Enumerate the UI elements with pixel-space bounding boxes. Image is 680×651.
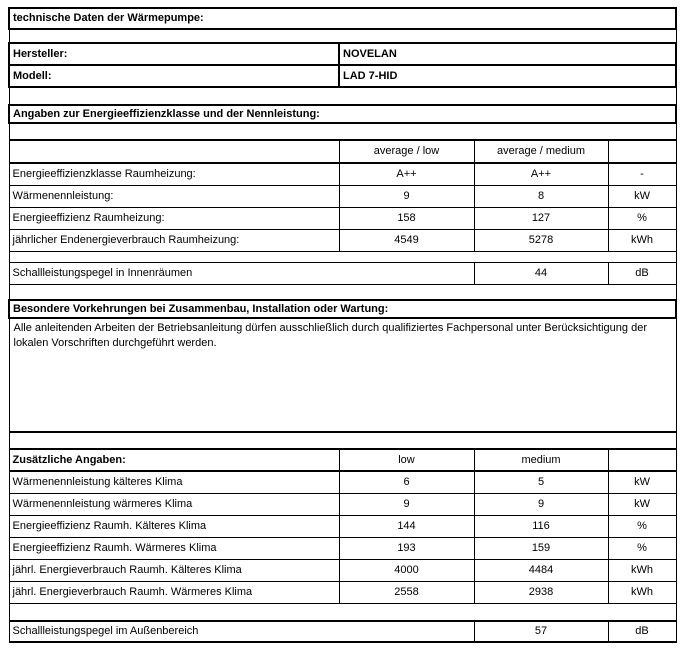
row-label: Energieeffizienz Raumheizung:: [9, 207, 339, 229]
row-label: Wärmenennleistung kälteres Klima: [9, 471, 339, 493]
unit-cell: -: [608, 163, 676, 185]
value-average-medium: A++: [474, 163, 608, 185]
unit-cell: dB: [608, 262, 676, 284]
heat-pump-datasheet-table: [8, 7, 677, 643]
model-value: LAD 7-HID: [339, 65, 676, 87]
value-medium: 4484: [474, 559, 608, 581]
unit-cell: kW: [608, 493, 676, 515]
row-label: Energieeffizienz Raumh. Wärmeres Klima: [9, 537, 339, 559]
unit-cell: kW: [608, 471, 676, 493]
energy-section-title: Angaben zur Energieeffizienzklasse und der Nennleistung:: [9, 105, 676, 123]
row-label: Schallleistungspegel in Innenräumen: [9, 262, 474, 284]
value-low: 193: [339, 537, 474, 559]
sound-level-outdoor-row: [9, 621, 676, 642]
spacer-row: [9, 251, 676, 262]
spacer-row: [9, 603, 676, 621]
value-average-low: 4549: [339, 229, 474, 251]
table-row: [9, 318, 676, 432]
column-header-average-low: average / low: [339, 140, 474, 163]
table-row: [9, 8, 676, 29]
value-average-low: A++: [339, 163, 474, 185]
model-label: Modell:: [9, 65, 339, 87]
unit-cell: kW: [608, 185, 676, 207]
value-average-medium: 127: [474, 207, 608, 229]
value-medium: 5: [474, 471, 608, 493]
row-label: Wärmenennleistung:: [9, 185, 339, 207]
row-label: Energieeffizienzklasse Raumheizung:: [9, 163, 339, 185]
unit-cell: kWh: [608, 229, 676, 251]
value-low: 9: [339, 493, 474, 515]
table-row: [9, 559, 676, 581]
sheet-title: technische Daten der Wärmepumpe:: [9, 8, 676, 29]
additional-header-row: [9, 449, 676, 471]
spacer-cell: [9, 123, 676, 140]
spacer-cell: [9, 87, 676, 105]
spacer-row: [9, 123, 676, 140]
unit-cell: %: [608, 537, 676, 559]
value-low: 144: [339, 515, 474, 537]
column-header-unit-empty: [608, 140, 676, 163]
row-label: Energieeffizienz Raumh. Kälteres Klima: [9, 515, 339, 537]
spacer-cell: [9, 603, 676, 621]
spacer-row: [9, 87, 676, 105]
spacer-cell: [9, 251, 676, 262]
sound-level-indoor-value: 44: [474, 262, 608, 284]
column-header-low: low: [339, 449, 474, 471]
table-row: [9, 65, 676, 87]
row-label: jährlicher Endenergieverbrauch Raumheizung:: [9, 229, 339, 251]
unit-cell: %: [608, 515, 676, 537]
spacer-row: [9, 432, 676, 449]
value-medium: 116: [474, 515, 608, 537]
value-low: 4000: [339, 559, 474, 581]
unit-cell: dB: [608, 621, 676, 642]
column-header-empty: [9, 140, 339, 163]
row-label: jährl. Energieverbrauch Raumh. Wärmeres Klima: [9, 581, 339, 603]
unit-cell: kWh: [608, 559, 676, 581]
value-average-low: 9: [339, 185, 474, 207]
value-medium: 9: [474, 493, 608, 515]
table-row: [9, 185, 676, 207]
spacer-row: [9, 29, 676, 43]
manufacturer-value: NOVELAN: [339, 43, 676, 65]
table-row: [9, 581, 676, 603]
table-row: [9, 471, 676, 493]
manufacturer-label: Hersteller:: [9, 43, 339, 65]
value-medium: 2938: [474, 581, 608, 603]
row-label: jährl. Energieverbrauch Raumh. Kälteres Klima: [9, 559, 339, 581]
row-label: Wärmenennleistung wärmeres Klima: [9, 493, 339, 515]
column-header-row: [9, 140, 676, 163]
table-row: [9, 163, 676, 185]
sound-level-outdoor-value: 57: [474, 621, 608, 642]
table-row: [9, 229, 676, 251]
spacer-cell: [9, 29, 676, 43]
unit-cell: %: [608, 207, 676, 229]
row-label: Schallleistungspegel im Außenbereich: [9, 621, 474, 642]
value-low: 6: [339, 471, 474, 493]
notes-paragraph: Alle anleitenden Arbeiten der Betriebsanleitung dürfen ausschließlich durch qualifiziertes Fachpersonal unter Berücksichtigung der lokalen Vorschriften durchgeführt werden.: [9, 318, 676, 432]
column-header-medium: medium: [474, 449, 608, 471]
table-row: [9, 537, 676, 559]
table-row: [9, 493, 676, 515]
table-row: [9, 300, 676, 318]
table-row: [9, 515, 676, 537]
sound-level-indoor-row: [9, 262, 676, 284]
value-average-medium: 5278: [474, 229, 608, 251]
column-header-average-medium: average / medium: [474, 140, 608, 163]
notes-section-title: Besondere Vorkehrungen bei Zusammenbau, Installation oder Wartung:: [9, 300, 676, 318]
value-low: 2558: [339, 581, 474, 603]
spacer-row: [9, 284, 676, 300]
table-row: [9, 43, 676, 65]
unit-cell: kWh: [608, 581, 676, 603]
value-medium: 159: [474, 537, 608, 559]
table-row: [9, 105, 676, 123]
value-average-low: 158: [339, 207, 474, 229]
value-average-medium: 8: [474, 185, 608, 207]
spacer-cell: [9, 432, 676, 449]
table-row: [9, 207, 676, 229]
additional-section-title: Zusätzliche Angaben:: [9, 449, 339, 471]
spacer-cell: [9, 284, 676, 300]
column-header-unit-empty: [608, 449, 676, 471]
